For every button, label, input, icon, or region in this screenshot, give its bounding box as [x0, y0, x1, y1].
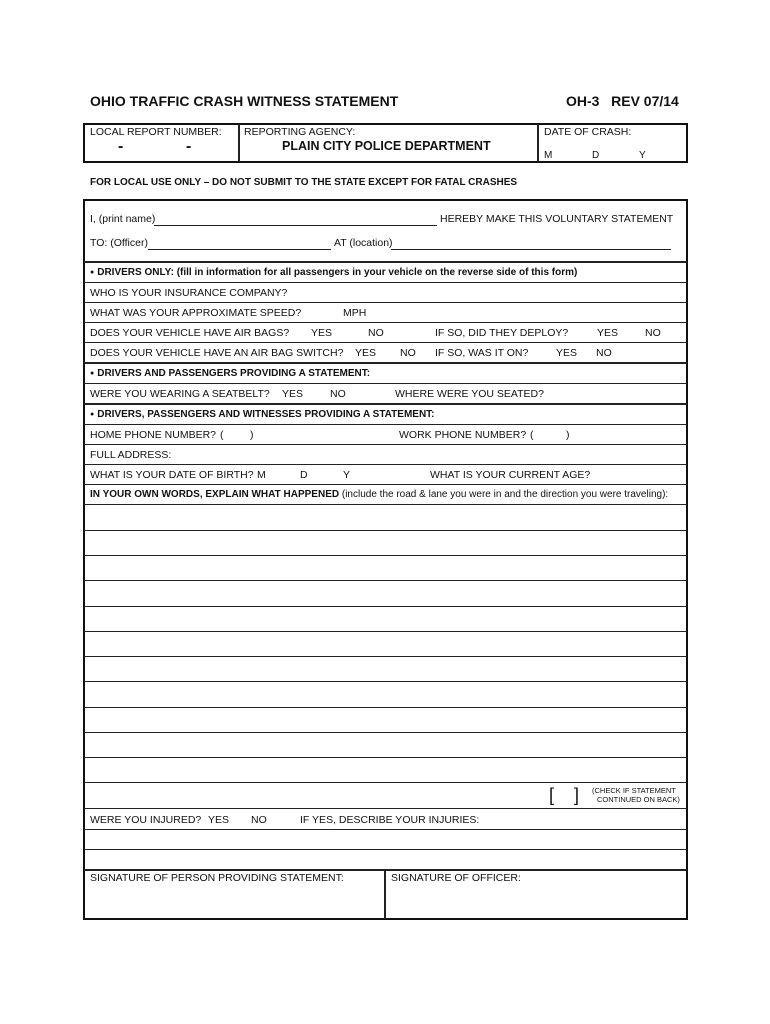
print-name-label: I, (print name) — [90, 213, 156, 225]
continued-note-line-2: CONTINUED ON BACK) — [597, 795, 680, 804]
section-separator — [84, 403, 687, 405]
narrative-line[interactable] — [84, 530, 687, 531]
to-officer-label: TO: (Officer) — [90, 237, 148, 249]
deploy-no-option[interactable]: NO — [645, 327, 661, 339]
narrative-line[interactable] — [84, 732, 687, 733]
insurance-label: WHO IS YOUR INSURANCE COMPANY? — [90, 287, 288, 299]
row-line — [84, 322, 687, 323]
header-divider-1 — [238, 124, 240, 162]
speed-label: WHAT WAS YOUR APPROXIMATE SPEED? — [90, 307, 302, 319]
hereby-statement-text: HEREBY MAKE THIS VOLUNTARY STATEMENT — [440, 213, 674, 225]
seatbelt-no-option[interactable]: NO — [330, 388, 346, 400]
switch-on-yes-option[interactable]: YES — [556, 347, 578, 359]
continued-on-back-note — [592, 786, 680, 804]
date-of-crash-month[interactable]: M — [544, 150, 553, 161]
row-line — [84, 504, 687, 505]
dob-day[interactable]: D — [300, 469, 308, 481]
seated-label: WHERE WERE YOU SEATED? — [395, 388, 544, 400]
dob-month[interactable]: M — [257, 469, 266, 481]
form-title: OHIO TRAFFIC CRASH WITNESS STATEMENT — [90, 93, 399, 109]
deploy-label: IF SO, DID THEY DEPLOY? — [435, 327, 569, 339]
row-line — [84, 424, 687, 425]
row-line — [84, 342, 687, 343]
switch-on-label: IF SO, WAS IT ON? — [435, 347, 529, 359]
work-phone-paren-close: ) — [566, 429, 570, 441]
speed-unit: MPH — [343, 307, 367, 319]
home-phone-label: HOME PHONE NUMBER? — [90, 429, 217, 441]
location-field[interactable] — [391, 249, 671, 250]
reporting-agency-value[interactable]: PLAIN CITY POLICE DEPARTMENT — [282, 139, 491, 153]
airbag-switch-label: DOES YOUR VEHICLE HAVE AN AIR BAG SWITCH? — [90, 347, 344, 359]
injury-line[interactable] — [84, 829, 687, 830]
dob-label: WHAT IS YOUR DATE OF BIRTH? — [90, 469, 254, 481]
airbags-yes-option[interactable]: YES — [311, 327, 333, 339]
date-of-crash-year[interactable]: Y — [639, 150, 646, 161]
narrative-line[interactable] — [84, 681, 687, 682]
injured-label: WERE YOU INJURED? — [90, 814, 202, 826]
dob-year[interactable]: Y — [343, 469, 351, 481]
home-phone-paren-open: ( — [220, 429, 224, 441]
airbags-label: DOES YOUR VEHICLE HAVE AIR BAGS? — [90, 327, 290, 339]
narrative-heading — [90, 489, 668, 500]
row-line — [84, 464, 687, 465]
signature-divider — [384, 870, 386, 919]
drivers-passengers-heading: ● DRIVERS AND PASSENGERS PROVIDING A STATEMENT: — [90, 368, 370, 379]
continued-on-back-checkbox[interactable]: [ ] — [549, 785, 580, 805]
narrative-line[interactable] — [84, 580, 687, 581]
injuries-describe-label: IF YES, DESCRIBE YOUR INJURIES: — [300, 814, 480, 826]
header-divider-2 — [537, 124, 539, 162]
narrative-line[interactable] — [84, 707, 687, 708]
injured-no-option[interactable]: NO — [251, 814, 267, 826]
narrative-line[interactable] — [84, 606, 687, 607]
reporting-agency-label: REPORTING AGENCY: — [244, 126, 356, 138]
work-phone-paren-open: ( — [530, 429, 534, 441]
officer-signature-field[interactable] — [387, 886, 685, 918]
print-name-field[interactable] — [154, 225, 437, 226]
narrative-line[interactable] — [84, 782, 687, 783]
local-report-dash-1[interactable]: - — [118, 138, 124, 155]
continued-note-line-1: (CHECK IF STATEMENT — [592, 786, 676, 795]
injured-yes-option[interactable]: YES — [208, 814, 230, 826]
row-line — [84, 282, 687, 283]
person-signature-field[interactable] — [85, 886, 383, 918]
seatbelt-label: WERE YOU WEARING A SEATBELT? — [90, 388, 270, 400]
officer-name-field[interactable] — [148, 249, 331, 250]
current-age-label: WHAT IS YOUR CURRENT AGE? — [430, 469, 591, 481]
switch-no-option[interactable]: NO — [400, 347, 416, 359]
row-line — [84, 484, 687, 485]
officer-signature-label: SIGNATURE OF OFFICER: — [391, 872, 521, 884]
narrative-line[interactable] — [84, 808, 687, 809]
narrative-line[interactable] — [84, 757, 687, 758]
injury-line[interactable] — [84, 849, 687, 850]
seatbelt-yes-option[interactable]: YES — [282, 388, 304, 400]
row-line — [84, 302, 687, 303]
all-statement-heading: ● DRIVERS, PASSENGERS AND WITNESSES PROVIDING A STATEMENT: — [90, 409, 435, 420]
section-separator — [84, 261, 687, 263]
person-signature-label: SIGNATURE OF PERSON PROVIDING STATEMENT: — [90, 872, 344, 884]
airbags-no-option[interactable]: NO — [368, 327, 384, 339]
local-use-notice: FOR LOCAL USE ONLY – DO NOT SUBMIT TO THE STATE EXCEPT FOR FATAL CRASHES — [90, 177, 518, 188]
narrative-line[interactable] — [84, 555, 687, 556]
form-code: OH-3 REV 07/14 — [566, 93, 679, 109]
local-report-number-label: LOCAL REPORT NUMBER: — [90, 126, 222, 138]
section-separator — [84, 362, 687, 364]
work-phone-label: WORK PHONE NUMBER? — [399, 429, 527, 441]
full-address-label: FULL ADDRESS: — [90, 449, 172, 461]
at-location-label: AT (location) — [334, 237, 393, 249]
home-phone-paren-close: ) — [250, 429, 254, 441]
switch-yes-option[interactable]: YES — [355, 347, 377, 359]
narrative-line[interactable] — [84, 631, 687, 632]
row-line — [84, 444, 687, 445]
narrative-line[interactable] — [84, 656, 687, 657]
local-report-dash-2[interactable]: - — [186, 138, 192, 155]
row-line — [84, 383, 687, 384]
narrative-heading-bold: IN YOUR OWN WORDS, EXPLAIN WHAT HAPPENED — [90, 489, 340, 500]
narrative-heading-rest: (include the road & lane you were in and the direction you were traveling): — [339, 489, 669, 500]
deploy-yes-option[interactable]: YES — [597, 327, 619, 339]
date-of-crash-label: DATE OF CRASH: — [544, 126, 632, 138]
switch-on-no-option[interactable]: NO — [596, 347, 612, 359]
date-of-crash-day[interactable]: D — [592, 150, 600, 161]
drivers-only-heading: ● DRIVERS ONLY: (fill in information for all passengers in your vehicle on the reverse side of this form) — [90, 267, 577, 278]
